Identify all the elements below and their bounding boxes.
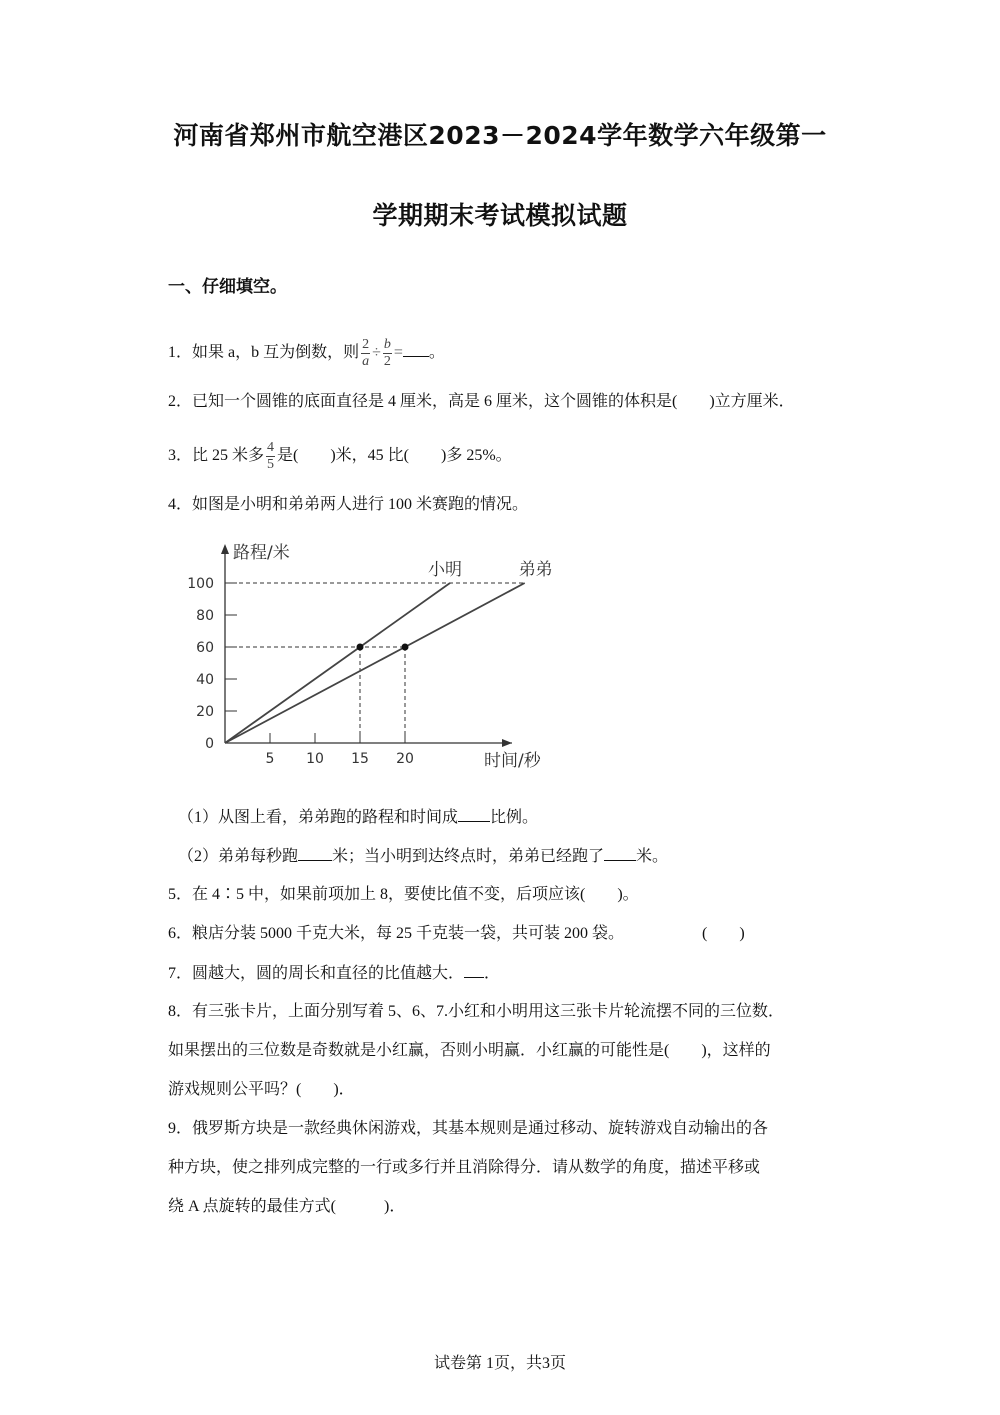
question-9-line-3: 绕 A 点旋转的最佳方式( )． xyxy=(168,1198,406,1215)
question-7 xyxy=(168,961,500,985)
x-axis-label: 时间/秒 xyxy=(484,751,541,771)
question-8-line-3: 游戏规则公平吗？( )． xyxy=(168,1081,355,1098)
q1-divide-sign: ÷ xyxy=(372,344,381,362)
section-heading: 一、仔细填空。 xyxy=(168,277,287,297)
q4-1-text: （1）从图上看，弟弟跑的路程和时间成 xyxy=(178,809,459,826)
y-axis-arrow xyxy=(221,544,229,554)
series-line-2 xyxy=(225,583,525,743)
question-3 xyxy=(168,440,512,472)
series-line-1 xyxy=(225,583,450,743)
exam-title-line-2: 学期期末考试模拟试题 xyxy=(372,201,628,230)
q4-1-answer-blank xyxy=(458,805,490,822)
question-1 xyxy=(168,337,445,369)
question-2: 2．已知一个圆锥的底面直径是 4 厘米，高是 6 厘米，这个圆锥的体积是( )立方厘米． xyxy=(168,393,795,410)
q7-end: ． xyxy=(484,965,501,982)
y-tick-label: 0 xyxy=(205,736,214,752)
race-chart xyxy=(180,536,553,776)
x-tick-label: 15 xyxy=(351,751,369,767)
series-label-2: 弟弟 xyxy=(518,560,553,580)
chart-axes xyxy=(221,544,512,747)
question-4: 4．如图是小明和弟弟两人进行 100 米赛跑的情况。 xyxy=(168,496,529,513)
q1-text: 1．如果 a，b 互为倒数，则 xyxy=(168,344,360,362)
q4-2-text-mid: 米；当小明到达终点时，弟弟已经跑了 xyxy=(332,848,605,865)
page-footer: 试卷第 1页，共3页 xyxy=(433,1355,566,1372)
question-8-line-1: 8．有三张卡片，上面分别写着 5、6、7.小红和小明用这三张卡片轮流摆不同的三位数． xyxy=(168,1003,785,1020)
question-9-line-2: 种方块，使之排列成完整的一行或多行并且消除得分．请从数学的角度，描述平移或 xyxy=(168,1159,761,1176)
x-tick-label: 20 xyxy=(396,751,414,767)
q6-answer-paren: ( ) xyxy=(702,925,745,942)
x-axis-arrow xyxy=(502,739,512,747)
exam-title-line-1: 河南省郑州市航空港区2023－2024学年数学六年级第一 xyxy=(173,121,827,150)
q3-frac-denominator: 5 xyxy=(267,457,275,472)
chart-series xyxy=(225,583,525,743)
q4-2-answer-blank-1 xyxy=(298,844,332,861)
q4-2-answer-blank-2 xyxy=(604,844,636,861)
question-4-2 xyxy=(178,844,668,868)
question-9-line-1: 9．俄罗斯方块是一款经典休闲游戏，其基本规则是通过移动、旋转游戏自动输出的各 xyxy=(168,1120,769,1137)
q1-frac2-denominator: 2 xyxy=(383,354,391,369)
y-tick-label: 80 xyxy=(196,608,214,624)
q4-2-text: （2）弟弟每秒跑 xyxy=(178,848,299,865)
q1-answer-blank xyxy=(403,340,429,357)
q1-frac2-numerator: b xyxy=(383,337,391,352)
x-tick-label: 5 xyxy=(265,751,275,767)
question-5: 5．在 4∶5 中，如果前项加上 8，要使比值不变，后项应该( )。 xyxy=(168,886,639,903)
q4-2-end: 米。 xyxy=(636,848,669,865)
q1-fraction-2 xyxy=(383,337,392,370)
q4-1-end: 比例。 xyxy=(490,809,539,826)
data-point-marker xyxy=(357,644,364,651)
y-tick-label: 40 xyxy=(196,672,214,688)
q3-fraction xyxy=(266,440,275,473)
question-4-1 xyxy=(178,805,538,829)
q1-end: 。 xyxy=(428,344,445,362)
y-tick-label: 100 xyxy=(187,576,214,592)
question-6 xyxy=(168,922,745,946)
question-8-line-2: 如果摆出的三位数是奇数就是小红赢，否则小明赢．小红赢的可能性是( )，这样的 xyxy=(168,1042,771,1059)
y-tick-label: 60 xyxy=(196,640,214,656)
y-axis-label: 路程/米 xyxy=(233,543,290,563)
q7-text: 7．圆越大，圆的周长和直径的比值越大． xyxy=(168,965,465,982)
q1-equals-sign: = xyxy=(393,344,403,362)
q3-text-end: 是( )米，45 比( )多 25%。 xyxy=(277,447,512,465)
q1-fraction-1 xyxy=(361,337,370,370)
q7-answer-blank xyxy=(464,961,484,978)
q3-frac-numerator: 4 xyxy=(267,440,275,455)
series-label-1: 小明 xyxy=(428,560,462,580)
q3-text: 3．比 25 米多 xyxy=(168,447,265,465)
q1-frac1-denominator: a xyxy=(362,354,370,369)
q1-frac1-numerator: 2 xyxy=(362,337,370,352)
x-tick-label: 10 xyxy=(306,751,324,767)
chart-labels xyxy=(187,543,552,771)
q6-text: 6．粮店分装 5000 千克大米，每 25 千克装一袋，共可装 200 袋。 xyxy=(168,925,625,942)
y-tick-label: 20 xyxy=(196,704,214,720)
data-point-marker xyxy=(402,644,409,651)
